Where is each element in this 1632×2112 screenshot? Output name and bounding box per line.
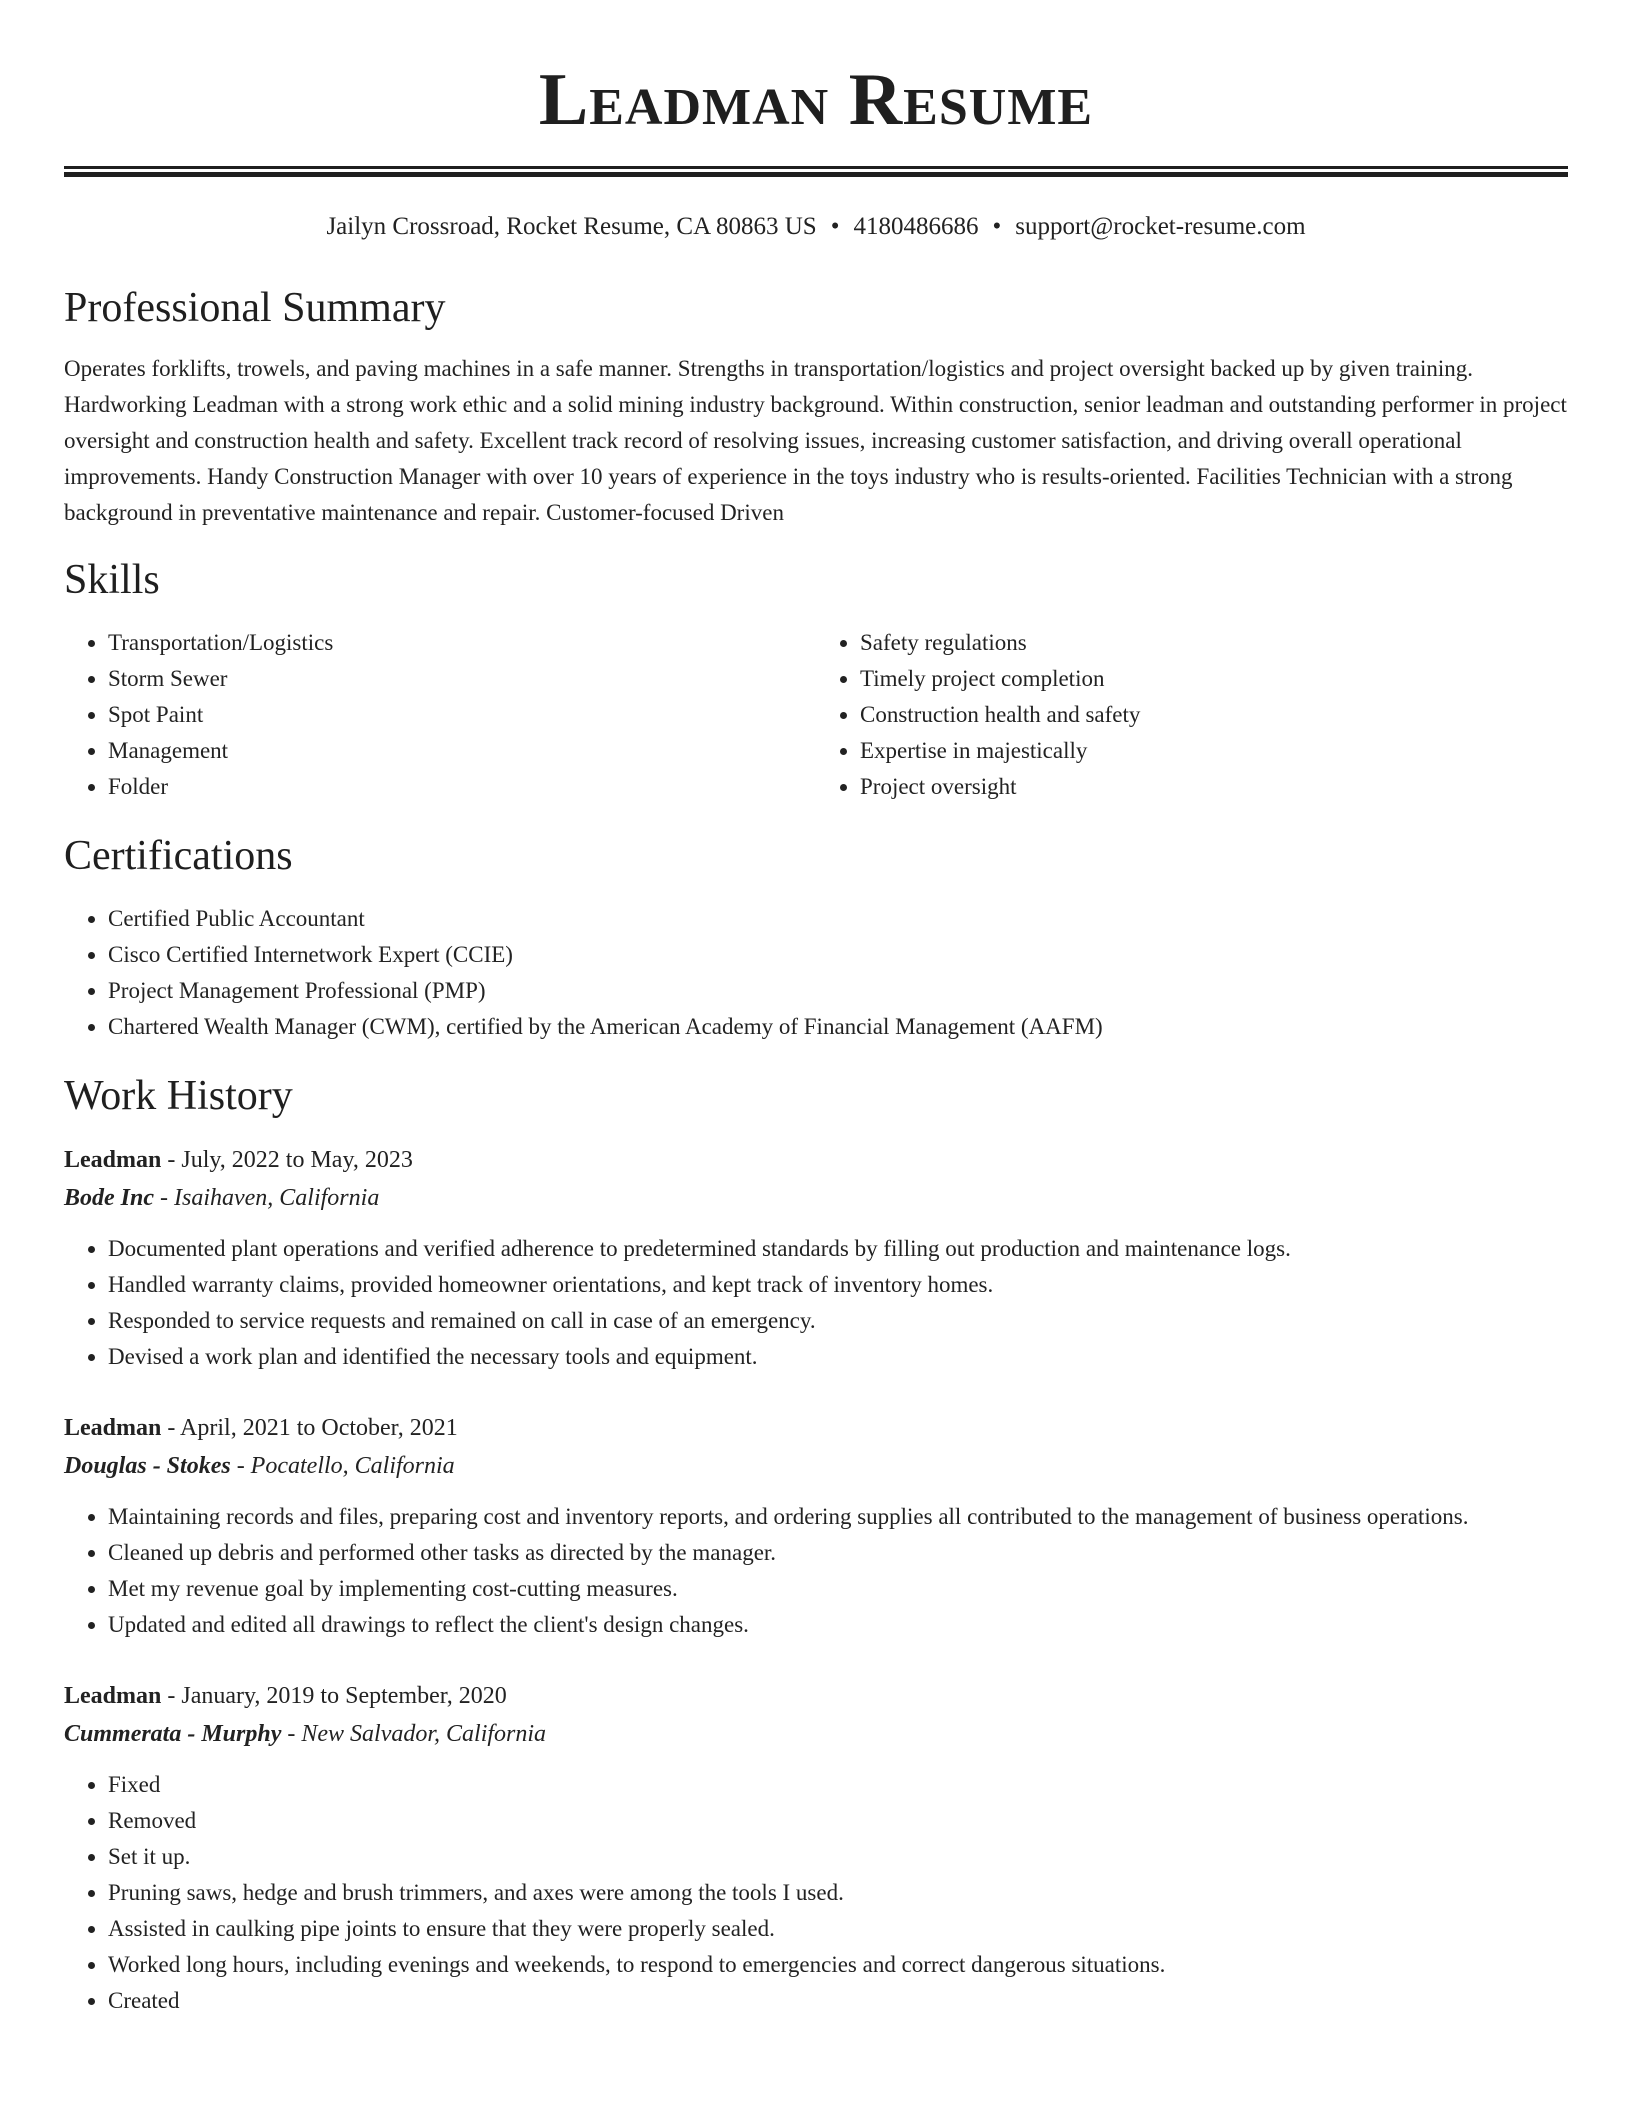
job-company-line (64, 1715, 1568, 1753)
contact-phone: 4180486686 (853, 213, 979, 240)
job-location: - New Salvador, California (281, 1721, 547, 1747)
certifications-heading: Certifications (64, 833, 293, 879)
job-bullet: • Maintaining records and files, preparing cost and inventory reports, and ordering supplies all contributed to the management of business operations. (108, 1499, 1568, 1535)
summary-heading: Professional Summary (64, 285, 446, 331)
job-title-line (64, 1409, 1568, 1447)
job-bullet: • Pruning saws, hedge and brush trimmers, and axes were among the tools I used. (108, 1875, 1568, 1911)
job-company: Cummerata - Murphy (64, 1721, 282, 1747)
certifications-list (64, 901, 1568, 1045)
job-bullets (64, 1231, 1568, 1375)
skill-item: • Timely project completion (860, 661, 1568, 697)
skill-item: • Spot Paint (108, 697, 816, 733)
job-bullet: • Fixed (108, 1767, 1568, 1803)
contact-address: Jailyn Crossroad, Rocket Resume, CA 80863 US (326, 213, 817, 240)
job-bullet: • Set it up. (108, 1839, 1568, 1875)
job-role: Leadman (64, 1683, 162, 1709)
contact-separator: • (830, 213, 840, 240)
job-entry (64, 1409, 1568, 1643)
certifications-section (64, 831, 1568, 1045)
certification-item: • Project Management Professional (PMP) (108, 973, 1568, 1009)
skills-list-left (64, 625, 816, 805)
job-company: Bode Inc (64, 1185, 154, 1211)
skill-item: • Expertise in majestically (860, 733, 1568, 769)
job-bullet: • Responded to service requests and remained on call in case of an emergency. (108, 1303, 1568, 1339)
skill-item: • Project oversight (860, 769, 1568, 805)
certification-item: • Cisco Certified Internetwork Expert (CCIE) (108, 937, 1568, 973)
skills-list-right (816, 625, 1568, 805)
job-bullets (64, 1767, 1568, 2019)
job-bullet: • Assisted in caulking pipe joints to ensure that they were properly sealed. (108, 1911, 1568, 1947)
skills-heading: Skills (64, 557, 160, 603)
summary-section (64, 283, 1568, 531)
job-entry (64, 1677, 1568, 2019)
contact-email: support@rocket-resume.com (1015, 213, 1306, 240)
skill-item: • Storm Sewer (108, 661, 816, 697)
job-role: Leadman (64, 1415, 162, 1441)
job-dates: - January, 2019 to September, 2020 (161, 1683, 507, 1709)
job-bullet: • Worked long hours, including evenings and weekends, to respond to emergencies and correct dangerous situations. (108, 1947, 1568, 1983)
skill-item: • Management (108, 733, 816, 769)
resume-title: Leadman Resume (538, 59, 1094, 141)
job-bullet: • Removed (108, 1803, 1568, 1839)
work-history-section (64, 1071, 1568, 2019)
certification-item: • Certified Public Accountant (108, 901, 1568, 937)
title-double-rule (64, 166, 1568, 177)
skill-item: • Transportation/Logistics (108, 625, 816, 661)
job-bullet: • Handled warranty claims, provided homeowner orientations, and kept track of inventory homes. (108, 1267, 1568, 1303)
job-bullet: • Documented plant operations and verified adherence to predetermined standards by filling out production and maintenance logs. (108, 1231, 1568, 1267)
summary-text: Operates forklifts, trowels, and paving machines in a safe manner. Strengths in transportation/logistics and project oversight backed up by given training. Hardworking Leadman with a strong work ethic and a solid mining industry background. Within construction, senior leadman and outstanding performer in project oversight and construction health and safety. Excellent track record of resolving issues, increasing customer satisfaction, and driving overall operational improvements. Handy Construction Manager with over 10 years of experience in the toys industry who is results-oriented. Facilities Technician with a strong background in preventative maintenance and repair. Customer-focused Driven (64, 356, 1567, 525)
skills-section (64, 555, 1568, 805)
job-bullet: • Updated and edited all drawings to reflect the client's design changes. (108, 1607, 1568, 1643)
job-title-line (64, 1141, 1568, 1179)
job-dates: - July, 2022 to May, 2023 (161, 1147, 413, 1173)
job-company-line (64, 1447, 1568, 1485)
job-bullet: • Created (108, 1983, 1568, 2019)
job-location: - Pocatello, California (230, 1453, 455, 1479)
job-company: Douglas - Stokes (64, 1453, 231, 1479)
contact-separator: • (992, 213, 1002, 240)
job-location: - Isaihaven, California (154, 1185, 380, 1211)
job-role: Leadman (64, 1147, 162, 1173)
job-title-line (64, 1677, 1568, 1715)
skill-item: • Folder (108, 769, 816, 805)
job-entry (64, 1141, 1568, 1375)
contact-line (64, 211, 1568, 243)
work-history-heading: Work History (64, 1073, 293, 1119)
certification-item: • Chartered Wealth Manager (CWM), certified by the American Academy of Financial Management (AAFM) (108, 1009, 1568, 1045)
skills-columns (64, 625, 1568, 805)
job-company-line (64, 1179, 1568, 1217)
job-bullet: • Met my revenue goal by implementing cost-cutting measures. (108, 1571, 1568, 1607)
job-bullet: • Cleaned up debris and performed other tasks as directed by the manager. (108, 1535, 1568, 1571)
job-bullet: • Devised a work plan and identified the necessary tools and equipment. (108, 1339, 1568, 1375)
job-dates: - April, 2021 to October, 2021 (161, 1415, 458, 1441)
skill-item: • Safety regulations (860, 625, 1568, 661)
job-bullets (64, 1499, 1568, 1643)
skill-item: • Construction health and safety (860, 697, 1568, 733)
